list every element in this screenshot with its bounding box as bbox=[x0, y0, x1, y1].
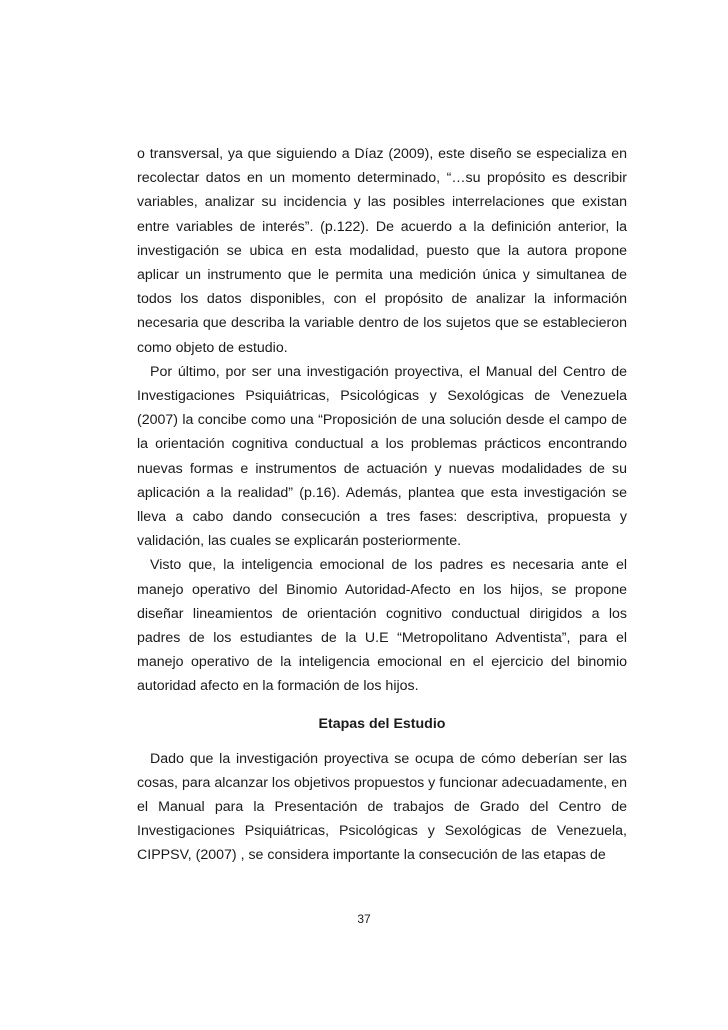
paragraph-proyectiva: Por último, por ser una investigación proyectiva, el Manual del Centro de Investigaciones Psiquiátricas, Psicológicas y Sexológicas de Venezuela (2007) la concibe como una “Proposición de una solución desde el campo de la orientación cognitiva conductual a los problemas prácticos encontrando nuevas formas e instrumentos de actuación y nuevas modalidades de su aplicación a la realidad” (p.16). Además, plantea que esta investigación se lleva a cabo dando consecución a tres fases: descriptiva, propuesta y validación, las cuales se explicarán posteriormente. bbox=[137, 363, 627, 550]
page-number: 37 bbox=[357, 912, 371, 926]
paragraph-etapas: Dado que la investigación proyectiva se ocupa de cómo deberían ser las cosas, para alcanzar los objetivos propuestos y funcionar adecuadamente, en el Manual para la Presentación de trabajos de Grado del Centro de Investigaciones Psiquiátricas, Psicológicas y Sexológicas de Venezuela, CIPPSV, (2007) , se considera importante la consecución de las etapas de bbox=[137, 750, 627, 864]
paragraph-inteligencia-emocional: Visto que, la inteligencia emocional de los padres es necesaria ante el manejo operativo del Binomio Autoridad-Afecto en los hijos, se propone diseñar lineamientos de orientación cognitivo conductual dirigidos a los padres de los estudiantes de la U.E “Metropolitano Adventista”, para el manejo operativo de la inteligencia emocional en el ejercicio del binomio autoridad afecto en la formación de los hijos. bbox=[137, 557, 627, 695]
section-heading: Etapas del Estudio bbox=[318, 715, 446, 732]
body-text bbox=[137, 142, 627, 868]
paragraph-continuation: o transversal, ya que siguiendo a Díaz (2009), este diseño se especializa en recolectar datos en un momento determinado, “…su propósito es describir variables, analizar su incidencia y las posibles interrelaciones que existan entre variables de interés”. (p.122). De acuerdo a la definición anterior, la investigación se ubica en esta modalidad, puesto que la autora propone aplicar un instrumento que le permita una medición única y simultanea de todos los datos disponibles, con el propósito de analizar la información necesaria que describa la variable dentro de los sujetos que se establecieron como objeto de estudio. bbox=[137, 146, 627, 356]
